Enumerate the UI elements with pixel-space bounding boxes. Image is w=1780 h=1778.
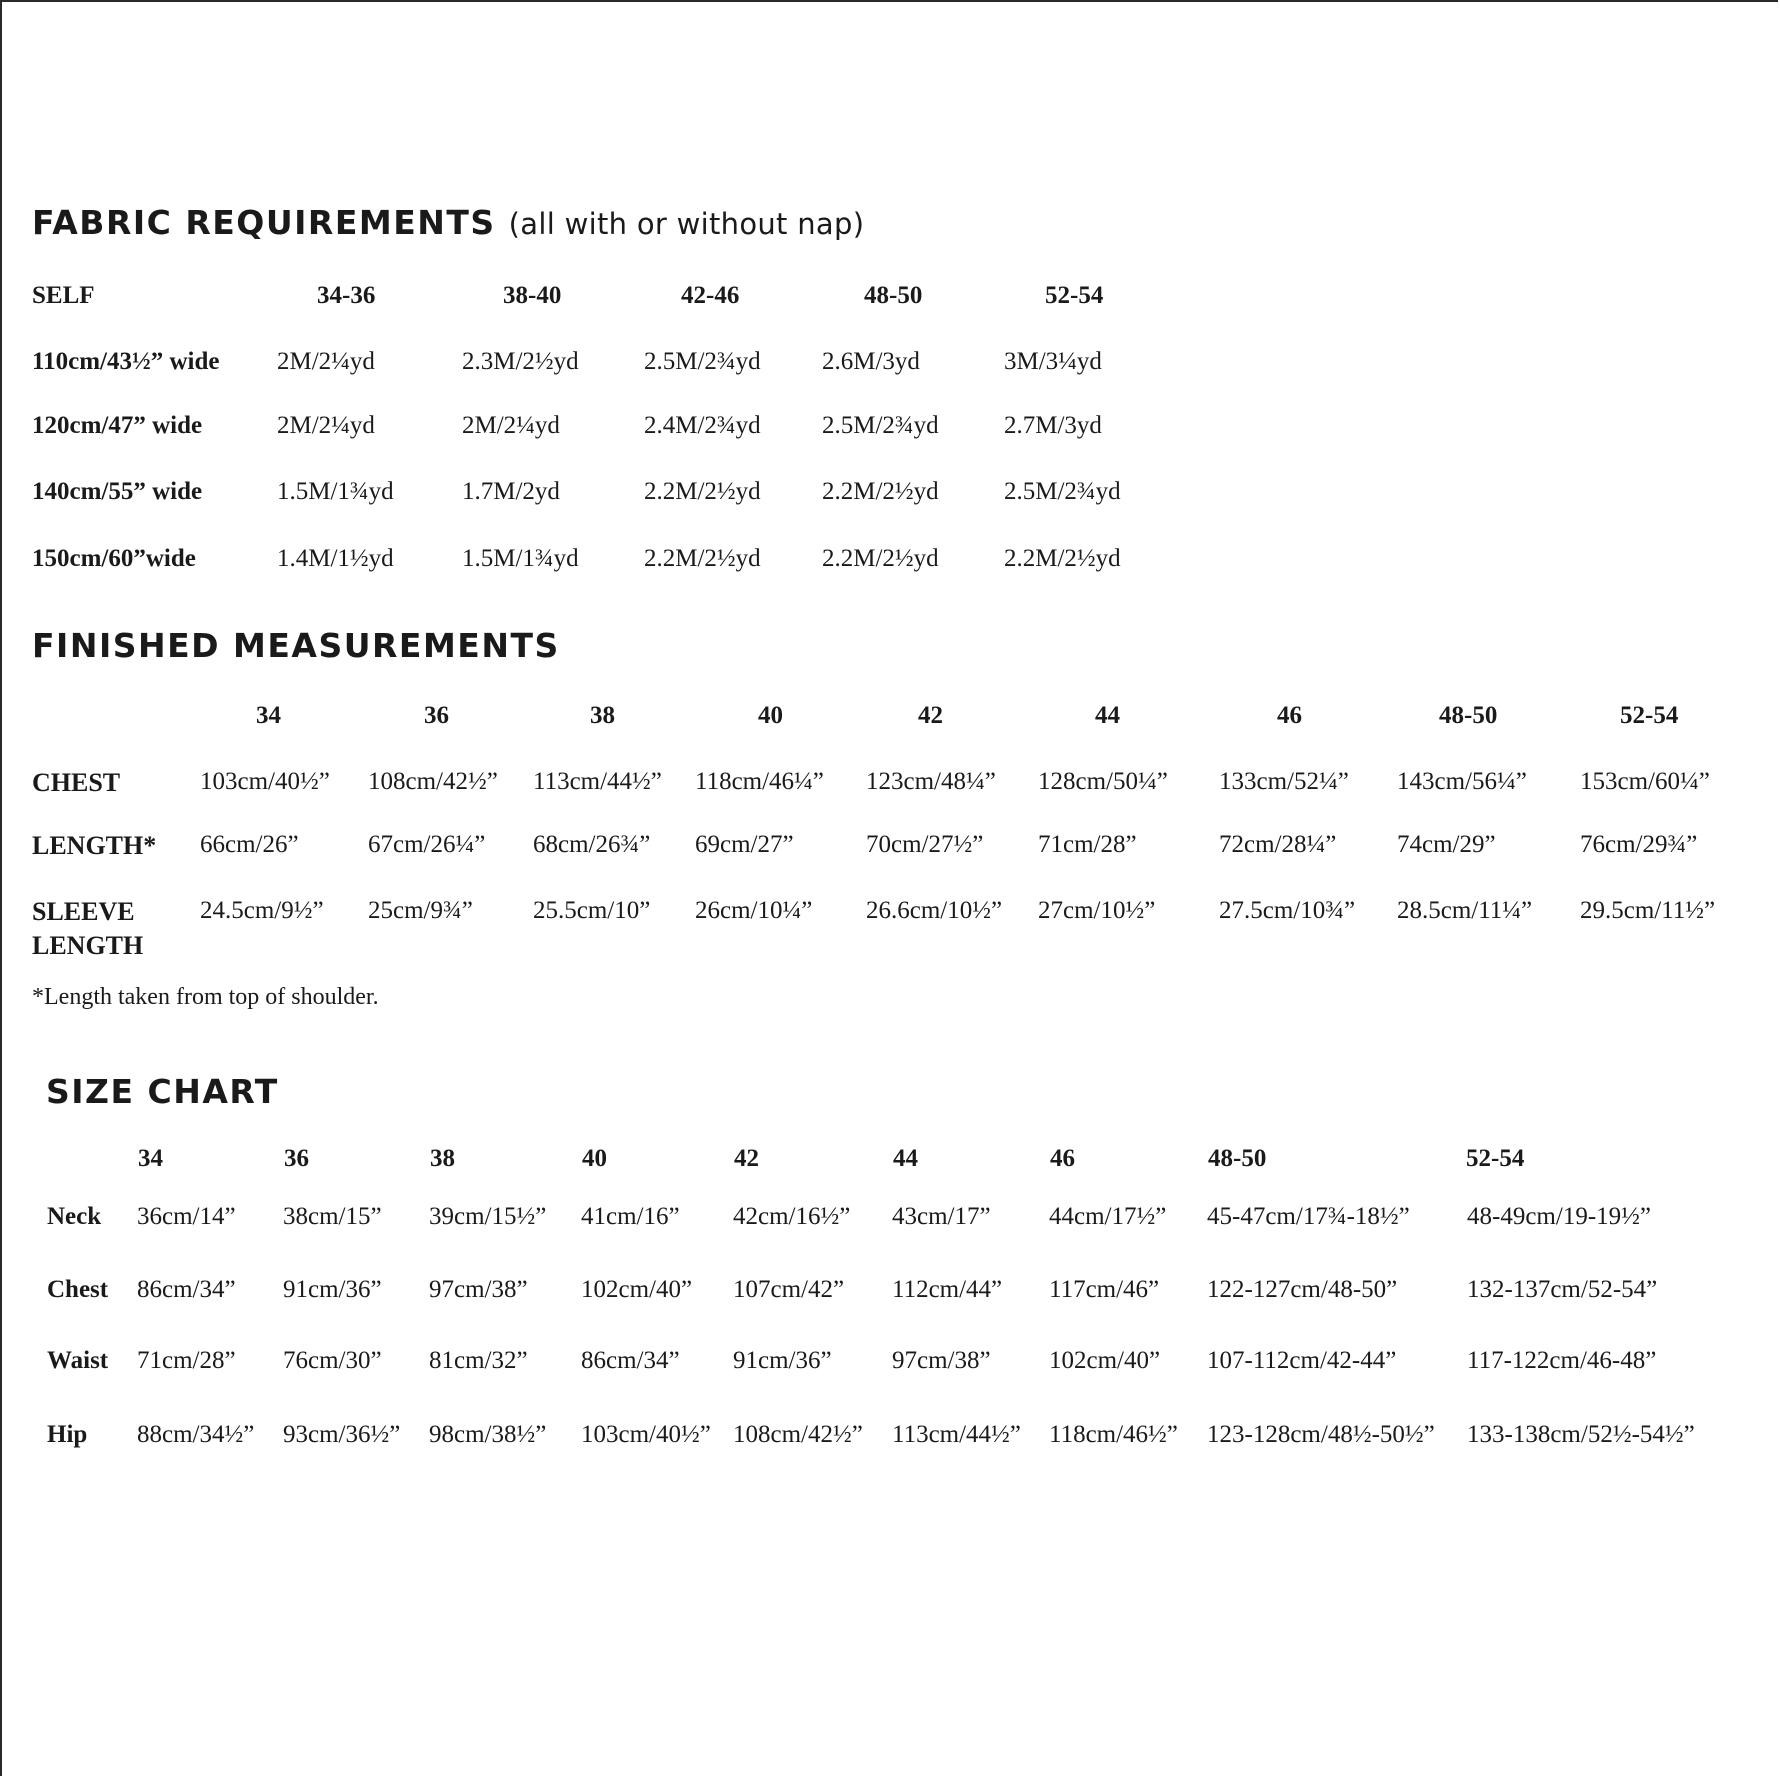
fabric-subtitle-text: (all with or without nap): [508, 207, 865, 241]
finished-value-cell: 113cm/44½”: [533, 768, 662, 795]
finished-value-cell: 29.5cm/11½”: [1580, 897, 1716, 924]
finished-value-cell: 27cm/10½”: [1038, 897, 1156, 924]
size-chart-size-header: 44: [893, 1145, 918, 1172]
finished-value-cell: 133cm/52¼”: [1219, 768, 1349, 795]
fabric-value-cell: 2.2M/2½yd: [1004, 545, 1121, 572]
size-chart-value-cell: 93cm/36½”: [283, 1421, 401, 1448]
fabric-value-cell: 2.5M/2¾yd: [822, 412, 939, 439]
finished-size-header: 38: [590, 702, 615, 729]
size-chart-row-label: Neck: [47, 1203, 102, 1230]
finished-value-cell: 26cm/10¼”: [695, 897, 813, 924]
finished-value-cell: 143cm/56¼”: [1397, 768, 1527, 795]
finished-size-header: 46: [1277, 702, 1302, 729]
size-chart-value-cell: 45-47cm/17¾-18½”: [1207, 1203, 1410, 1230]
finished-value-cell: 123cm/48¼”: [866, 768, 996, 795]
fabric-value-cell: 2.2M/2½yd: [644, 545, 761, 572]
size-chart-value-cell: 98cm/38½”: [429, 1421, 547, 1448]
fabric-size-header: 34-36: [317, 282, 376, 309]
fabric-size-header: 42-46: [681, 282, 740, 309]
size-chart-size-header: 42: [734, 1145, 759, 1172]
size-chart-value-cell: 113cm/44½”: [892, 1421, 1021, 1448]
fabric-value-cell: 3M/3¼yd: [1004, 348, 1102, 375]
finished-size-header: 44: [1095, 702, 1120, 729]
finished-value-cell: 108cm/42½”: [368, 768, 498, 795]
size-chart-value-cell: 43cm/17”: [892, 1203, 991, 1230]
finished-value-cell: 66cm/26”: [200, 831, 299, 858]
fabric-row-label: 150cm/60”wide: [32, 545, 196, 572]
size-chart-value-cell: 91cm/36”: [283, 1276, 382, 1303]
finished-size-header: 42: [918, 702, 943, 729]
size-chart-size-header: 48-50: [1208, 1145, 1267, 1172]
size-chart-value-cell: 88cm/34½”: [137, 1421, 255, 1448]
finished-value-cell: 25cm/9¾”: [368, 897, 473, 924]
size-chart-value-cell: 91cm/36”: [733, 1347, 832, 1374]
finished-size-header: 52-54: [1620, 702, 1679, 729]
fabric-size-header: 48-50: [864, 282, 923, 309]
size-chart-value-cell: 108cm/42½”: [733, 1421, 863, 1448]
size-chart-value-cell: 39cm/15½”: [429, 1203, 547, 1230]
finished-value-cell: 74cm/29”: [1397, 831, 1496, 858]
size-chart-row-label: Hip: [47, 1421, 88, 1448]
finished-value-cell: 153cm/60¼”: [1580, 768, 1710, 795]
size-chart-value-cell: 42cm/16½”: [733, 1203, 851, 1230]
size-chart-value-cell: 48-49cm/19-19½”: [1467, 1203, 1651, 1230]
finished-value-cell: 71cm/28”: [1038, 831, 1137, 858]
size-chart-value-cell: 97cm/38”: [429, 1276, 528, 1303]
finished-value-cell: 128cm/50¼”: [1038, 768, 1168, 795]
size-chart-size-header: 34: [138, 1145, 163, 1172]
size-chart-value-cell: 76cm/30”: [283, 1347, 382, 1374]
finished-value-cell: 67cm/26¼”: [368, 831, 486, 858]
size-chart-value-cell: 102cm/40”: [1049, 1347, 1161, 1374]
fabric-value-cell: 2.6M/3yd: [822, 348, 920, 375]
size-chart-value-cell: 132-137cm/52-54”: [1467, 1276, 1658, 1303]
size-chart-value-cell: 122-127cm/48-50”: [1207, 1276, 1398, 1303]
fabric-requirements-title: [32, 203, 864, 242]
size-chart-value-cell: 102cm/40”: [581, 1276, 693, 1303]
size-chart-value-cell: 38cm/15”: [283, 1203, 382, 1230]
finished-value-cell: 118cm/46¼”: [695, 768, 824, 795]
finished-value-cell: 28.5cm/11¼”: [1397, 897, 1533, 924]
size-chart-value-cell: 97cm/38”: [892, 1347, 991, 1374]
finished-value-cell: 69cm/27”: [695, 831, 794, 858]
fabric-value-cell: 1.7M/2yd: [462, 478, 560, 505]
fabric-value-cell: 2.2M/2½yd: [822, 478, 939, 505]
fabric-value-cell: 2.2M/2½yd: [644, 478, 761, 505]
size-chart-value-cell: 107-112cm/42-44”: [1207, 1347, 1397, 1374]
finished-value-cell: 26.6cm/10½”: [866, 897, 1003, 924]
fabric-value-cell: 2M/2¼yd: [277, 348, 375, 375]
size-chart-value-cell: 41cm/16”: [581, 1203, 680, 1230]
fabric-value-cell: 1.5M/1¾yd: [462, 545, 579, 572]
fabric-value-cell: 2.7M/3yd: [1004, 412, 1102, 439]
finished-row-label-line2: LENGTH: [32, 931, 144, 960]
size-chart-title: SIZE CHART: [46, 1072, 279, 1111]
finished-row-label: SLEEVE: [32, 897, 135, 926]
finished-row-label: LENGTH*: [32, 831, 157, 860]
finished-size-header: 36: [424, 702, 449, 729]
fabric-value-cell: 2M/2¼yd: [277, 412, 375, 439]
fabric-corner-label: SELF: [32, 282, 95, 309]
size-chart-value-cell: 103cm/40½”: [581, 1421, 711, 1448]
finished-measurements-title: FINISHED MEASUREMENTS: [32, 626, 560, 665]
size-chart-value-cell: 86cm/34”: [581, 1347, 680, 1374]
length-footnote: *Length taken from top of shoulder.: [32, 984, 379, 1010]
size-chart-size-header: 52-54: [1466, 1145, 1525, 1172]
fabric-size-header: 38-40: [503, 282, 562, 309]
fabric-value-cell: 2.2M/2½yd: [822, 545, 939, 572]
fabric-row-label: 120cm/47” wide: [32, 412, 203, 439]
size-chart-size-header: 36: [284, 1145, 309, 1172]
fabric-value-cell: 2.5M/2¾yd: [1004, 478, 1121, 505]
size-chart-value-cell: 123-128cm/48½-50½”: [1207, 1421, 1435, 1448]
size-chart-value-cell: 118cm/46½”: [1049, 1421, 1178, 1448]
finished-size-header: 40: [758, 702, 783, 729]
fabric-value-cell: 2.4M/2¾yd: [644, 412, 761, 439]
fabric-title-text: FABRIC REQUIREMENTS: [32, 203, 496, 242]
size-chart-value-cell: 86cm/34”: [137, 1276, 236, 1303]
size-chart-value-cell: 117cm/46”: [1049, 1276, 1160, 1303]
size-chart-value-cell: 133-138cm/52½-54½”: [1467, 1421, 1695, 1448]
size-chart-size-header: 46: [1050, 1145, 1075, 1172]
finished-value-cell: 68cm/26¾”: [533, 831, 651, 858]
finished-value-cell: 103cm/40½”: [200, 768, 330, 795]
size-chart-row-label: Waist: [47, 1347, 109, 1374]
finished-value-cell: 25.5cm/10”: [533, 897, 651, 924]
fabric-value-cell: 1.5M/1¾yd: [277, 478, 394, 505]
finished-value-cell: 72cm/28¼”: [1219, 831, 1337, 858]
size-chart-value-cell: 117-122cm/46-48”: [1467, 1347, 1657, 1374]
size-chart-value-cell: 36cm/14”: [137, 1203, 236, 1230]
fabric-row-label: 110cm/43½” wide: [32, 348, 220, 375]
size-chart-value-cell: 71cm/28”: [137, 1347, 236, 1374]
size-chart-value-cell: 112cm/44”: [892, 1276, 1003, 1303]
finished-value-cell: 76cm/29¾”: [1580, 831, 1698, 858]
size-chart-row-label: Chest: [47, 1276, 109, 1303]
fabric-size-header: 52-54: [1045, 282, 1104, 309]
fabric-row-label: 140cm/55” wide: [32, 478, 203, 505]
finished-value-cell: 27.5cm/10¾”: [1219, 897, 1356, 924]
finished-size-header: 34: [256, 702, 281, 729]
finished-value-cell: 24.5cm/9½”: [200, 897, 324, 924]
size-chart-value-cell: 81cm/32”: [429, 1347, 528, 1374]
size-chart-size-header: 40: [582, 1145, 607, 1172]
fabric-value-cell: 2M/2¼yd: [462, 412, 560, 439]
fabric-value-cell: 2.3M/2½yd: [462, 348, 579, 375]
size-chart-value-cell: 107cm/42”: [733, 1276, 845, 1303]
finished-value-cell: 70cm/27½”: [866, 831, 984, 858]
finished-row-label: CHEST: [32, 768, 121, 797]
size-chart-value-cell: 44cm/17½”: [1049, 1203, 1167, 1230]
finished-size-header: 48-50: [1439, 702, 1498, 729]
fabric-value-cell: 1.4M/1½yd: [277, 545, 394, 572]
size-chart-size-header: 38: [430, 1145, 455, 1172]
fabric-value-cell: 2.5M/2¾yd: [644, 348, 761, 375]
